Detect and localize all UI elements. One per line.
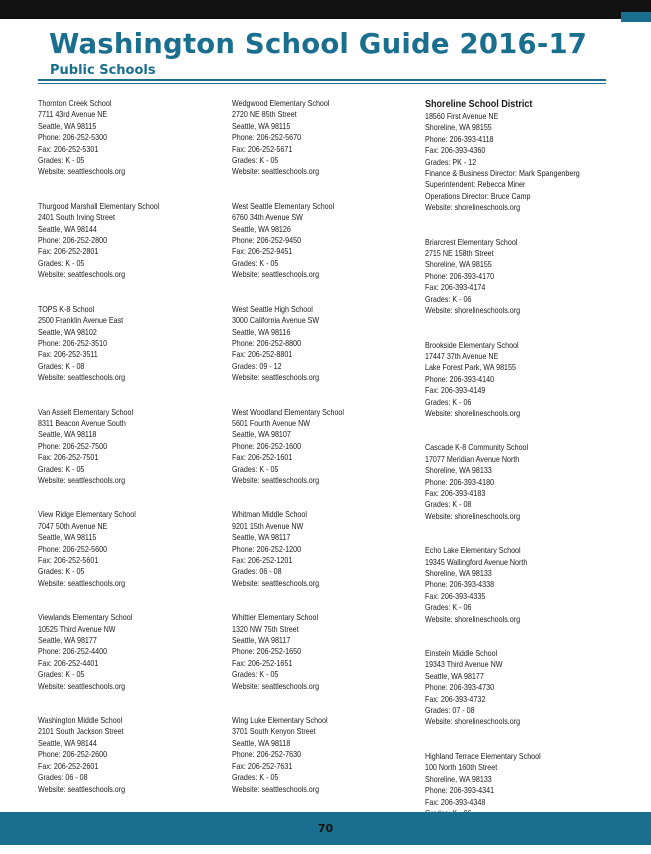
school-entry xyxy=(38,715,159,795)
school-detail-line: Grades: K - 05 xyxy=(38,155,85,166)
school-name: Cascade K-8 Community School xyxy=(425,442,529,453)
school-detail-line: Seattle, WA 98115 xyxy=(38,120,97,131)
school-detail-line: Seattle, WA 98117 xyxy=(232,532,291,543)
school-entry xyxy=(232,612,344,692)
school-detail-line: Phone: 206-393-4170 xyxy=(425,270,495,281)
school-website: Website: seattleschools.org xyxy=(38,680,126,691)
school-detail-line: Seattle, WA 98118 xyxy=(38,429,97,440)
school-detail-line: Grades: K - 05 xyxy=(232,772,279,783)
header-rule-thin xyxy=(38,83,606,84)
school-name: Whitman Middle School xyxy=(232,509,307,520)
school-detail-line: Phone: 206-252-7500 xyxy=(38,440,108,451)
school-detail-line: Fax: 206-393-4335 xyxy=(425,590,486,601)
school-entry xyxy=(425,340,580,420)
school-detail-line: Grades: K - 06 xyxy=(425,396,472,407)
school-detail-line: Shoreline, WA 98133 xyxy=(425,465,492,476)
school-detail-line: Seattle, WA 98117 xyxy=(232,635,291,646)
school-detail-line: Seattle, WA 98144 xyxy=(38,223,97,234)
school-detail-line: Fax: 206-393-4183 xyxy=(425,487,486,498)
school-detail-line: Fax: 206-393-4174 xyxy=(425,282,486,293)
school-detail-line: Phone: 206-393-4338 xyxy=(425,579,495,590)
school-website: Website: shorelineschools.org xyxy=(425,613,521,624)
school-detail-line: Phone: 206-252-1200 xyxy=(232,543,302,554)
school-detail-line: 9201 15th Avenue NW xyxy=(232,520,304,531)
school-detail-line: Phone: 206-393-4140 xyxy=(425,373,495,384)
school-detail-line: Grades: K - 05 xyxy=(232,155,279,166)
school-website: Website: seattleschools.org xyxy=(232,372,320,383)
school-entry xyxy=(425,237,580,317)
school-detail-line: Phone: 206-393-4341 xyxy=(425,785,495,796)
school-detail-line: 7711 43rd Avenue NE xyxy=(38,109,108,120)
school-detail-line: Phone: 206-252-2800 xyxy=(38,235,108,246)
school-detail-line: Grades: K - 08 xyxy=(38,360,85,371)
school-detail-line: Phone: 206-252-1600 xyxy=(232,440,302,451)
school-name: Van Asselt Elementary School xyxy=(38,406,134,417)
school-name: Thornton Creek School xyxy=(38,98,112,108)
school-detail-line: 19343 Third Avenue NW xyxy=(425,659,503,670)
school-detail-line: Phone: 206-393-4730 xyxy=(425,682,495,693)
school-detail-line: 2720 NE 85th Street xyxy=(232,109,297,120)
school-detail-line: Grades: 06 - 08 xyxy=(232,566,282,577)
school-detail-line: Seattle, WA 98144 xyxy=(38,737,97,748)
district-detail-line: Grades: PK - 12 xyxy=(425,156,477,167)
school-detail-line: Seattle, WA 98116 xyxy=(232,326,291,337)
school-detail-line: 3000 California Avenue SW xyxy=(232,315,320,326)
school-detail-line: Grades: K - 05 xyxy=(232,257,279,268)
school-detail-line: Fax: 206-252-1651 xyxy=(232,657,293,668)
school-detail-line: Phone: 206-252-4400 xyxy=(38,646,108,657)
school-detail-line: Fax: 206-252-5301 xyxy=(38,143,99,154)
district-detail-line: Operations Director: Bruce Camp xyxy=(425,190,531,201)
school-detail-line: Phone: 206-393-4180 xyxy=(425,476,495,487)
school-detail-line: 5601 Fourth Avenue NW xyxy=(232,417,311,428)
school-detail-line: 7047 50th Avenue NE xyxy=(38,520,108,531)
school-website: Website: shorelineschools.org xyxy=(425,305,521,316)
school-detail-line: Phone: 206-252-8800 xyxy=(232,337,302,348)
district-detail-line: Phone: 206-393-4118 xyxy=(425,133,494,144)
school-website: Website: seattleschools.org xyxy=(38,577,126,588)
school-detail-line: Seattle, WA 98126 xyxy=(232,223,291,234)
top-bar xyxy=(0,0,651,19)
page-title: Washington School Guide 2016-17 xyxy=(49,28,588,60)
school-website: Website: seattleschools.org xyxy=(38,372,126,383)
school-website: Website: seattleschools.org xyxy=(232,269,320,280)
school-name: West Woodland Elementary School xyxy=(232,406,344,417)
school-detail-line: Seattle, WA 98107 xyxy=(232,429,291,440)
district-title: Shoreline School District xyxy=(425,98,533,110)
school-detail-line: Fax: 206-252-5671 xyxy=(232,143,293,154)
school-name: Echo Lake Elementary School xyxy=(425,545,521,556)
district-details xyxy=(425,111,580,214)
school-detail-line: 19345 Wallingford Avenue North xyxy=(425,556,528,567)
school-detail-line: Lake Forest Park, WA 98155 xyxy=(425,362,516,373)
school-entry xyxy=(38,509,159,589)
school-detail-line: 100 North 160th Street xyxy=(425,762,498,773)
school-detail-line: Phone: 206-252-5670 xyxy=(232,132,302,143)
school-detail-line: Fax: 206-252-2801 xyxy=(38,246,99,257)
district-entry xyxy=(425,98,580,214)
school-detail-line: 2101 South Jackson Street xyxy=(38,726,124,737)
school-entry xyxy=(38,407,159,487)
school-detail-line: 6760 34th Avenue SW xyxy=(232,212,303,223)
school-detail-line: Fax: 206-252-7631 xyxy=(232,760,293,771)
school-name: Thurgood Marshall Elementary School xyxy=(38,200,160,211)
school-website: Website: seattleschools.org xyxy=(232,166,320,177)
school-entry xyxy=(232,407,344,487)
school-detail-line: Seattle, WA 98102 xyxy=(38,326,97,337)
school-detail-line: 2500 Franklin Avenue East xyxy=(38,315,124,326)
school-website: Website: shorelineschools.org xyxy=(425,407,521,418)
district-detail-line: Fax: 206-393-4360 xyxy=(425,145,486,156)
school-entry xyxy=(232,715,344,795)
school-detail-line: Phone: 206-252-3510 xyxy=(38,337,108,348)
school-website: Website: seattleschools.org xyxy=(232,680,320,691)
school-detail-line: Fax: 206-393-4348 xyxy=(425,796,486,807)
school-detail-line: Phone: 206-252-9450 xyxy=(232,235,302,246)
school-detail-line: 3701 South Kenyon Street xyxy=(232,726,316,737)
school-detail-line: Fax: 206-252-2601 xyxy=(38,760,99,771)
school-detail-line: Phone: 206-252-5600 xyxy=(38,543,108,554)
school-detail-line: Grades: 06 - 08 xyxy=(38,772,88,783)
district-detail-line: Shoreline, WA 98155 xyxy=(425,122,492,133)
school-website: Website: seattleschools.org xyxy=(38,269,126,280)
school-detail-line: Seattle, WA 98115 xyxy=(38,532,97,543)
school-entry xyxy=(232,201,344,281)
school-detail-line: 17077 Meridian Avenue North xyxy=(425,453,520,464)
school-detail-line: Grades: K - 05 xyxy=(38,566,85,577)
school-detail-line: Grades: K - 05 xyxy=(38,257,85,268)
school-detail-line: Phone: 206-252-7630 xyxy=(232,749,302,760)
school-detail-line: Fax: 206-252-1601 xyxy=(232,452,293,463)
school-entry xyxy=(232,98,344,178)
column-left xyxy=(38,98,159,818)
school-name: Briarcrest Elementary School xyxy=(425,236,518,247)
school-name: Viewlands Elementary School xyxy=(38,612,133,623)
school-website: Website: seattleschools.org xyxy=(38,783,126,794)
school-name: Brookside Elementary School xyxy=(425,339,519,350)
school-detail-line: 2401 South Irving Street xyxy=(38,212,115,223)
school-name: Whittier Elementary School xyxy=(232,612,319,623)
school-detail-line: Seattle, WA 98177 xyxy=(38,635,97,646)
school-entry xyxy=(38,201,159,281)
school-detail-line: Grades: K - 05 xyxy=(232,669,279,680)
school-detail-line: Phone: 206-252-1650 xyxy=(232,646,302,657)
school-detail-line: Phone: 206-252-5300 xyxy=(38,132,108,143)
school-website: Website: seattleschools.org xyxy=(232,783,320,794)
school-detail-line: Grades: K - 05 xyxy=(38,463,85,474)
school-detail-line: 10525 Third Avenue NW xyxy=(38,623,116,634)
school-name: Einstein Middle School xyxy=(425,648,498,659)
column-middle xyxy=(232,98,344,818)
district-detail-line: 18560 First Avenue NE xyxy=(425,111,499,121)
school-detail-line: 17447 37th Avenue NE xyxy=(425,350,499,361)
column-right xyxy=(425,98,580,854)
school-entry xyxy=(425,545,580,625)
school-website: Website: seattleschools.org xyxy=(38,474,126,485)
school-entry xyxy=(38,304,159,384)
school-detail-line: Grades: 07 - 08 xyxy=(425,705,475,716)
school-detail-line: Seattle, WA 98118 xyxy=(232,737,291,748)
school-name: View Ridge Elementary School xyxy=(38,509,136,520)
school-detail-line: Phone: 206-252-2600 xyxy=(38,749,108,760)
top-tab xyxy=(621,12,651,22)
school-entry xyxy=(425,442,580,522)
school-detail-line: 1320 NW 75th Street xyxy=(232,623,299,634)
school-detail-line: Grades: K - 06 xyxy=(425,602,472,613)
school-detail-line: 8311 Beacon Avenue South xyxy=(38,417,126,428)
school-entry xyxy=(38,612,159,692)
school-entry xyxy=(232,509,344,589)
school-website: Website: seattleschools.org xyxy=(232,474,320,485)
district-detail-line: Website: shorelineschools.org xyxy=(425,202,521,213)
school-name: TOPS K-8 School xyxy=(38,303,95,314)
school-name: Wedgwood Elementary School xyxy=(232,98,330,108)
school-name: West Seattle Elementary School xyxy=(232,200,335,211)
page-subtitle: Public Schools xyxy=(50,63,156,78)
school-detail-line: Grades: K - 05 xyxy=(232,463,279,474)
school-website: Website: seattleschools.org xyxy=(38,166,126,177)
school-detail-line: Grades: K - 05 xyxy=(38,669,85,680)
page-number: 70 xyxy=(317,822,334,835)
school-detail-line: Seattle, WA 98177 xyxy=(425,670,484,681)
school-detail-line: Fax: 206-252-7501 xyxy=(38,452,99,463)
school-detail-line: Grades: 09 - 12 xyxy=(232,360,282,371)
school-detail-line: Fax: 206-252-9451 xyxy=(232,246,293,257)
school-detail-line: Seattle, WA 98115 xyxy=(232,120,291,131)
school-entry xyxy=(38,98,159,178)
school-detail-line: Grades: K - 06 xyxy=(425,293,472,304)
school-detail-line: Fax: 206-252-3511 xyxy=(38,349,98,360)
school-detail-line: Shoreline, WA 98155 xyxy=(425,259,492,270)
school-entry xyxy=(232,304,344,384)
school-detail-line: Fax: 206-252-4401 xyxy=(38,657,99,668)
school-detail-line: Fax: 206-252-1201 xyxy=(232,555,293,565)
school-website: Website: seattleschools.org xyxy=(232,577,320,588)
school-name: Highland Terrace Elementary School xyxy=(425,750,541,761)
school-detail-line: Fax: 206-393-4732 xyxy=(425,693,486,704)
district-detail-line: Superintendent: Rebecca Miner xyxy=(425,179,526,190)
school-name: West Seattle High School xyxy=(232,303,313,314)
school-website: Website: shorelineschools.org xyxy=(425,716,521,727)
school-entry xyxy=(425,648,580,728)
school-website: Website: shorelineschools.org xyxy=(425,510,521,521)
school-detail-line: Shoreline, WA 98133 xyxy=(425,773,492,784)
district-detail-line: Finance & Business Director: Mark Spangenberg xyxy=(425,168,580,179)
school-detail-line: 2715 NE 158th Street xyxy=(425,248,494,259)
school-name: Wing Luke Elementary School xyxy=(232,715,328,726)
school-detail-line: Fax: 206-252-5601 xyxy=(38,555,99,565)
school-detail-line: Fax: 206-252-8801 xyxy=(232,349,293,360)
school-detail-line: Shoreline, WA 98133 xyxy=(425,568,492,578)
school-detail-line: Fax: 206-393-4149 xyxy=(425,385,486,396)
school-detail-line: Grades: K - 08 xyxy=(425,499,472,510)
school-name: Washington Middle School xyxy=(38,715,123,726)
header-rule xyxy=(38,79,606,81)
